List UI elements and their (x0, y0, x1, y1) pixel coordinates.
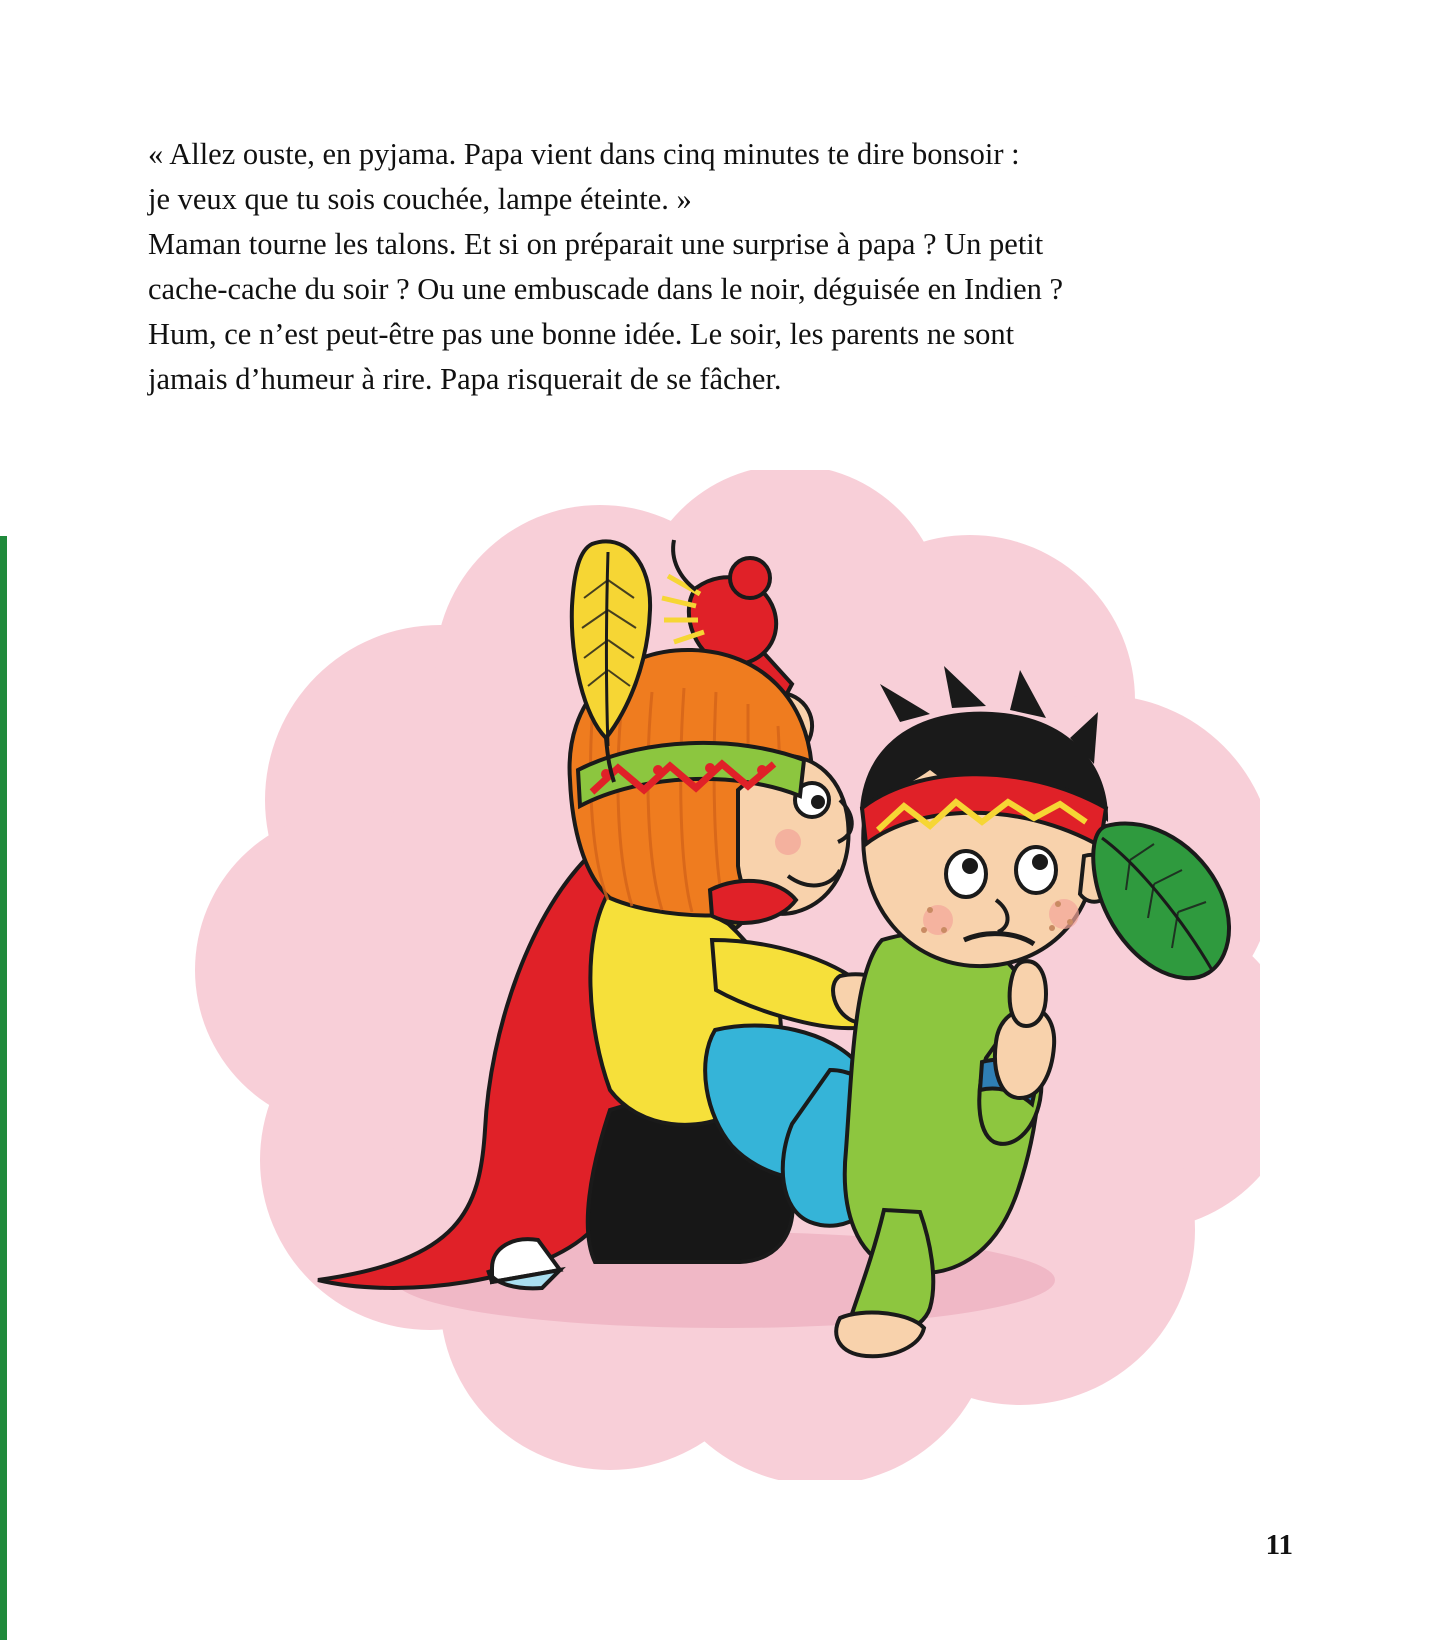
story-line-2: je veux que tu sois couchée, lampe éteinte. » (148, 182, 692, 216)
illustration-svg (140, 470, 1260, 1480)
girl-cheek (775, 829, 801, 855)
boy-eye-left (946, 851, 986, 897)
boy-pupil-right (1032, 854, 1048, 870)
story-line-3: Maman tourne les talons. Et si on préparait une surprise à papa ? Un petit (148, 227, 1044, 261)
story-line-1: « Allez ouste, en pyjama. Papa vient dans cinq minutes te dire bonsoir : (148, 137, 1020, 171)
tomahawk-knob (730, 558, 770, 598)
boy-index-finger (1010, 961, 1046, 1026)
boy-pupil-left (962, 858, 978, 874)
boy-cheek-right (1049, 899, 1079, 929)
story-text (148, 132, 1268, 402)
page-number: 11 (1265, 1529, 1293, 1561)
page-edge-mark (0, 536, 7, 1640)
boy-eye-right (1016, 847, 1056, 893)
girl-pupil (811, 795, 825, 809)
story-line-4: cache-cache du soir ? Ou une embuscade dans le noir, déguisée en Indien ? (148, 272, 1064, 306)
story-line-5: Hum, ce n’est peut-être pas une bonne idée. Le soir, les parents ne sont (148, 317, 1015, 351)
story-line-6: jamais d’humeur à rire. Papa risquerait de se fâcher. (148, 362, 782, 396)
story-illustration (140, 470, 1260, 1480)
